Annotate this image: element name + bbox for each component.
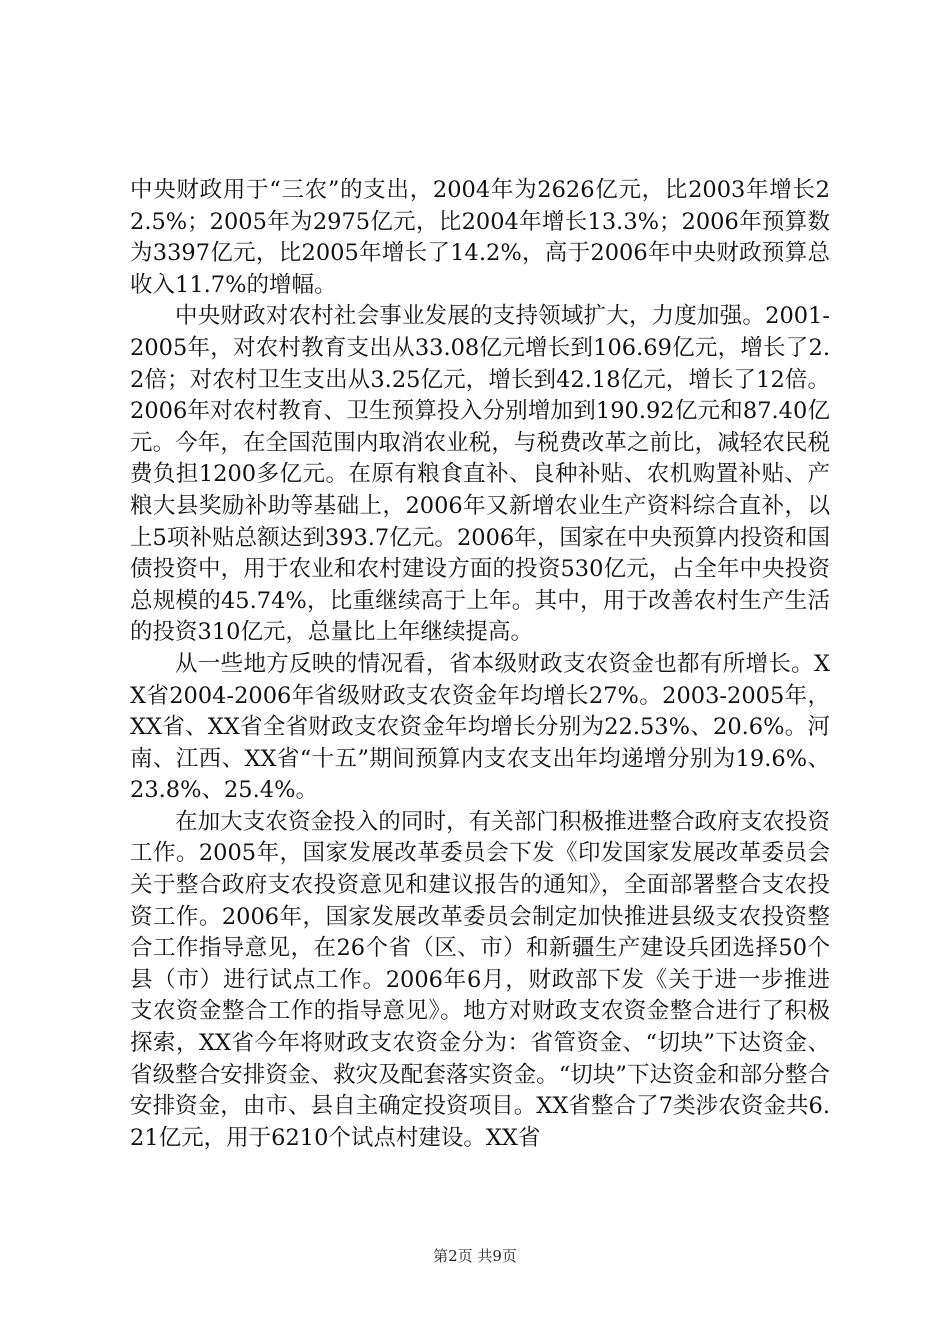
paragraph-2: 中央财政对农村社会事业发展的支持领域扩大，力度加强。2001-2005年，对农村教育支出从33.08亿元增长到106.69亿元，增长了2.2倍；对农村卫生支出从3.25亿元，增长到42.18亿元，增长了12倍。2006年对农村教育、卫生预算投入分别增加到190.92亿元和87.40亿元。今年，在全国范围内取消农业税，与税费改革之前比，减轻农民税费负担1200多亿元。在原有粮食直补、良种补贴、农机购置补贴、产粮大县奖励补助等基础上，2006年又新增农业生产资料综合直补，以上5项补贴总额达到393.7亿元。2006年，国家在中央预算内投资和国债投资中，用于农业和农村建设方面的投资530亿元，占全年中央投资总规模的45.74%，比重继续高于上年。其中，用于改善农村生产生活的投资310亿元，总量比上年继续提高。 bbox=[130, 303, 830, 646]
paragraph-1: 中央财政用于“三农”的支出，2004年为2626亿元，比2003年增长22.5%；2005年为2975亿元，比2004年增长13.3%；2006年预算数为3397亿元，比2005年增长了14.2%，高于2006年中央财政预算总收入11.7%的增幅。 bbox=[130, 177, 830, 298]
document-body bbox=[130, 175, 830, 1154]
page-footer bbox=[0, 1245, 950, 1266]
page-number: 第2页 共9页 bbox=[433, 1247, 517, 1265]
paragraph-4: 在加大支农资金投入的同时，有关部门积极推进整合政府支农投资工作。2005年，国家发展改革委员会下发《印发国家发展改革委员会关于整合政府支农投资意见和建议报告的通知》，全面部署整合支农投资工作。2006年，国家发展改革委员会制定加快推进县级支农投资整合工作指导意见，在26个省（区、市）和新疆生产建设兵团选择50个县（市）进行试点工作。2006年6月，财政部下发《关于进一步推进支农资金整合工作的指导意见》。地方对财政支农资金整合进行了积极探索，XX省今年将财政支农资金分为：省管资金、“切块”下达资金、省级整合安排资金、救灾及配套落实资金。“切块”下达资金和部分整合安排资金，由市、县自主确定投资项目。XX省整合了7类涉农资金共6.21亿元，用于6210个试点村建设。XX省 bbox=[130, 808, 830, 1151]
paragraph-3: 从一些地方反映的情况看，省本级财政支农资金也都有所增长。XX省2004-2006年省级财政支农资金年均增长27%。2003-2005年，XX省、XX省全省财政支农资金年均增长分别为22.53%、20.6%。河南、江西、XX省“十五”期间预算内支农支出年均递增分别为19.6%、23.8%、25.4%。 bbox=[130, 650, 830, 804]
